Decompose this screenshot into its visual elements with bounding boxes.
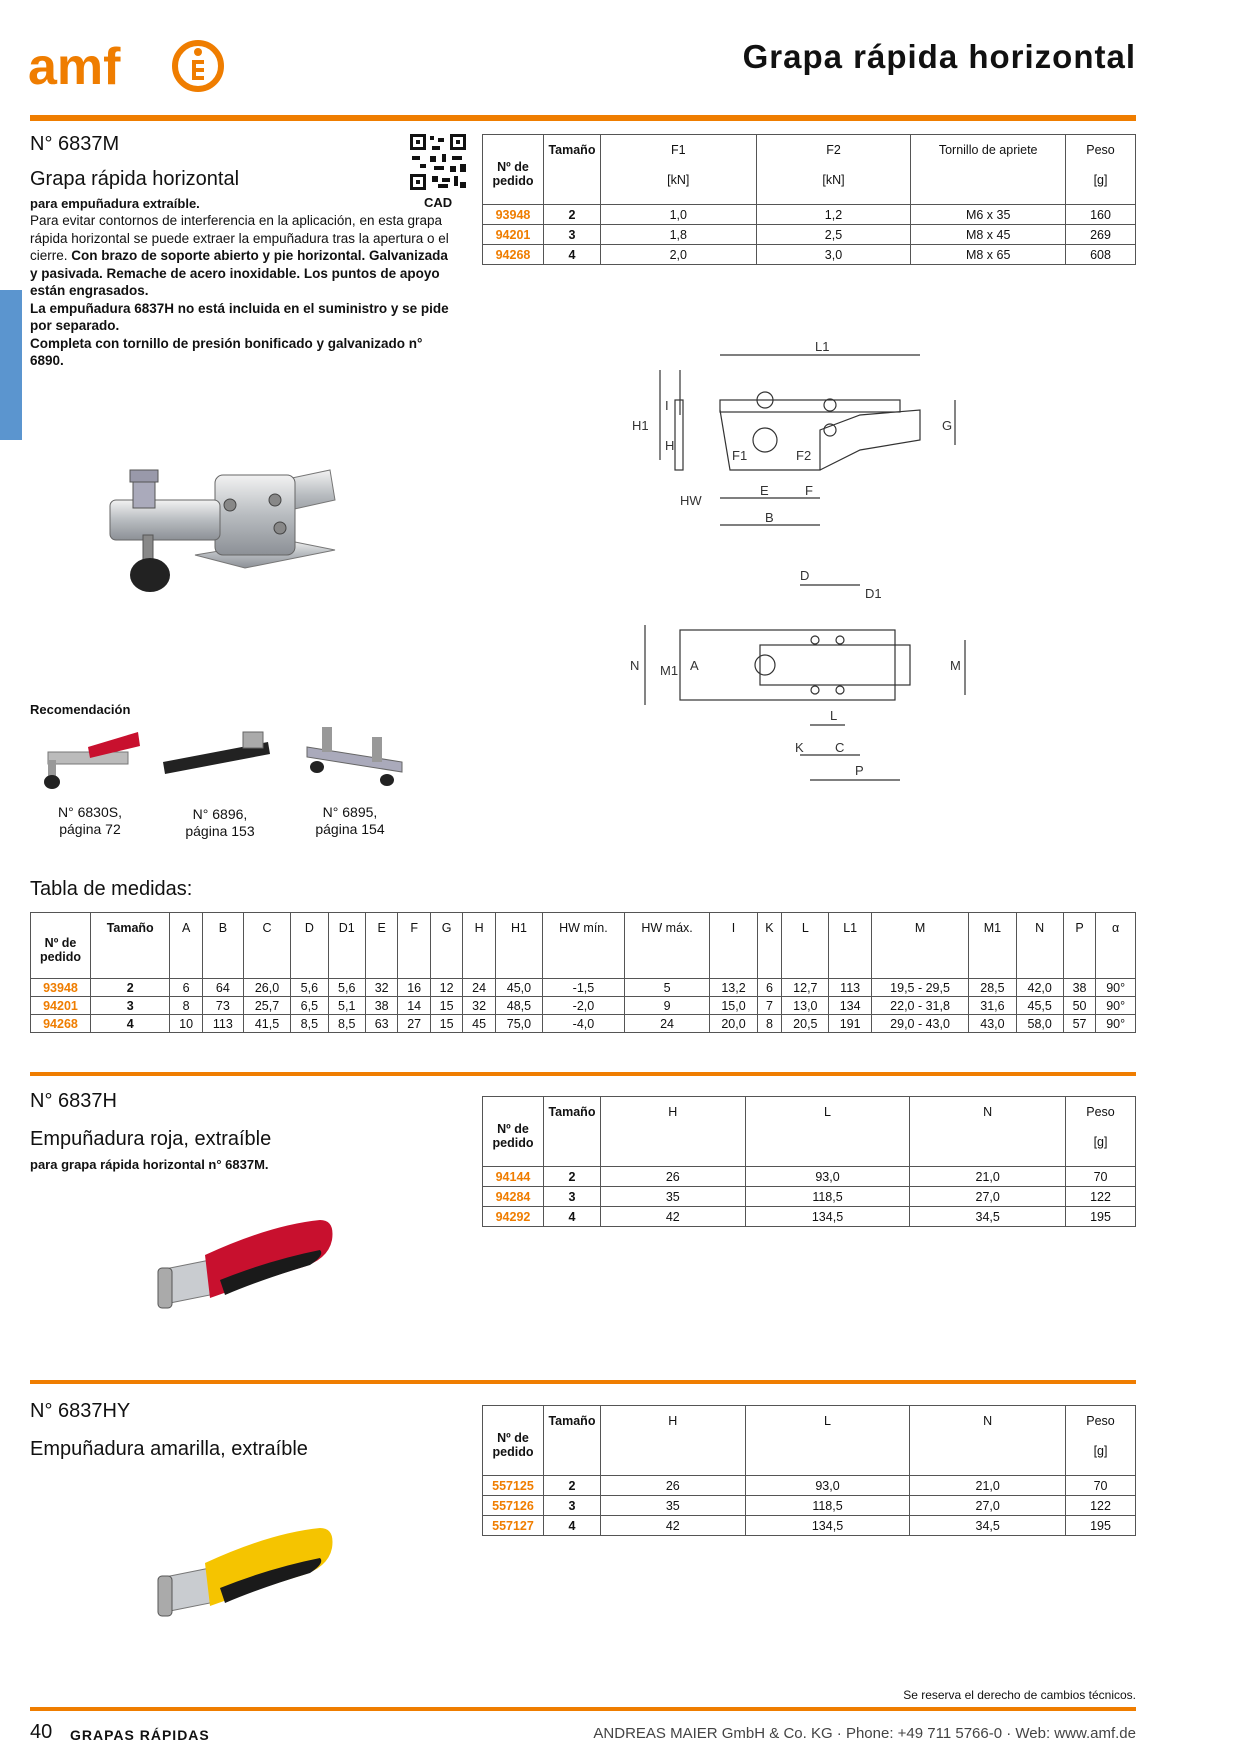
cell: 57: [1063, 1015, 1095, 1033]
cell: 2: [543, 205, 600, 225]
cell: 75,0: [495, 1015, 542, 1033]
table-row: [483, 1207, 1136, 1227]
cell: 34,5: [910, 1516, 1066, 1536]
section2-subtitle: para grapa rápida horizontal n° 6837M.: [30, 1157, 269, 1172]
dim-col-header: HW mín.: [543, 913, 625, 979]
section1-number: N° 6837M: [30, 133, 120, 155]
cell: 113: [829, 979, 871, 997]
cell: 5,1: [328, 997, 365, 1015]
cell: 24: [624, 1015, 710, 1033]
cell: 70: [1066, 1167, 1136, 1187]
order-code-link[interactable]: 94201: [31, 997, 91, 1015]
technical-drawing: [620, 340, 980, 790]
cell: 38: [365, 997, 397, 1015]
description-bold-3: Completa con tornillo de presión bonificado y galvanizado n° 6890.: [30, 335, 423, 368]
cell: M8 x 45: [911, 225, 1066, 245]
qr-code-icon[interactable]: [408, 132, 468, 192]
dim-col-header: A: [170, 913, 202, 979]
section3-title: Empuñadura amarilla, extraíble: [30, 1438, 308, 1460]
recommendation-caption-1: N° 6830S, página 72: [58, 804, 122, 837]
label-K: K: [795, 740, 804, 755]
dim-col-header: D1: [328, 913, 365, 979]
cell: 122: [1066, 1496, 1136, 1516]
cell: 15: [430, 997, 462, 1015]
dim-col-header: E: [365, 913, 397, 979]
clamp-product-image: [95, 460, 355, 620]
table-row: [483, 1167, 1136, 1187]
cell: 13,2: [710, 979, 757, 997]
cell: 45,5: [1016, 997, 1063, 1015]
order-code-link[interactable]: 93948: [31, 979, 91, 997]
section3-rule: [30, 1380, 1136, 1384]
cell: 1,8: [600, 225, 756, 245]
cell: 26: [600, 1167, 745, 1187]
cell: 38: [1063, 979, 1095, 997]
cell: 191: [829, 1015, 871, 1033]
cell: 15: [430, 1015, 462, 1033]
cell: 27,0: [910, 1496, 1066, 1516]
cell: 64: [202, 979, 243, 997]
order-code-link[interactable]: 557126: [483, 1496, 544, 1516]
cell: 12: [430, 979, 462, 997]
cell: 10: [170, 1015, 202, 1033]
table-row: [483, 245, 1136, 265]
cell: 41,5: [243, 1015, 290, 1033]
section2-number: N° 6837H: [30, 1090, 117, 1112]
dim-col-header: HW máx.: [624, 913, 710, 979]
cell: 45: [463, 1015, 495, 1033]
cell: -1,5: [543, 979, 625, 997]
col-order: Nº de pedido: [483, 1406, 544, 1476]
order-code-link[interactable]: 94268: [31, 1015, 91, 1033]
cell: 35: [600, 1496, 745, 1516]
cell: 20,5: [782, 1015, 829, 1033]
cell: 3: [543, 225, 600, 245]
cell: 42: [600, 1516, 745, 1536]
recommendation-item-6895[interactable]: [302, 722, 412, 792]
col-l: L: [745, 1097, 910, 1167]
section1-subtitle: para empuñadura extraíble.: [30, 196, 200, 211]
cell: 42: [600, 1207, 745, 1227]
col-h: H: [600, 1406, 745, 1476]
section1-order-table: [482, 134, 1136, 265]
dim-col-header: P: [1063, 913, 1095, 979]
cad-label: CAD: [424, 195, 453, 210]
cell: 19,5 - 29,5: [871, 979, 968, 997]
amf-logo: [28, 38, 224, 94]
col-n: N: [910, 1097, 1066, 1167]
order-code-link[interactable]: 557127: [483, 1516, 544, 1536]
cell: 35: [600, 1187, 745, 1207]
cell: 7: [757, 997, 782, 1015]
recommendation-caption-2: N° 6896, página 153: [185, 806, 255, 839]
label-L1: L1: [815, 340, 830, 354]
table-row: [483, 1476, 1136, 1496]
cell: 31,6: [969, 997, 1016, 1015]
cell: 15,0: [710, 997, 757, 1015]
cell: 6: [170, 979, 202, 997]
dim-col-header: L: [782, 913, 829, 979]
cell: 12,7: [782, 979, 829, 997]
dim-col-header: M: [871, 913, 968, 979]
cell: 3,0: [756, 245, 911, 265]
cell: 43,0: [969, 1015, 1016, 1033]
cell: 1,2: [756, 205, 911, 225]
cell: 34,5: [910, 1207, 1066, 1227]
dim-col-header: H: [463, 913, 495, 979]
cell: 42,0: [1016, 979, 1063, 997]
label-F: F: [805, 483, 813, 498]
cell: 195: [1066, 1207, 1136, 1227]
dim-col-header: D: [291, 913, 328, 979]
side-tab: [0, 290, 22, 440]
cell: 2: [543, 1167, 600, 1187]
dim-col-header: K: [757, 913, 782, 979]
cell: 608: [1066, 245, 1136, 265]
label-M1: M1: [660, 663, 679, 678]
cell: 14: [398, 997, 430, 1015]
cell: 134: [829, 997, 871, 1015]
dim-col-header: G: [430, 913, 462, 979]
col-l: L: [745, 1406, 910, 1476]
label-F1: F1: [732, 448, 748, 463]
cell: -4,0: [543, 1015, 625, 1033]
cell: 26: [600, 1476, 745, 1496]
recommendation-caption-3: N° 6895, página 154: [315, 804, 385, 837]
cell: 4: [543, 245, 600, 265]
label-HW: HW: [680, 493, 702, 508]
cell: 73: [202, 997, 243, 1015]
cell: 2,5: [756, 225, 911, 245]
cell: 118,5: [745, 1496, 910, 1516]
footer-company: ANDREAS MAIER GmbH & Co. KG · Phone: +49 711 5766-0 · Web: www.amf.de: [593, 1725, 1136, 1742]
table-row: [483, 1187, 1136, 1207]
cell: 32: [365, 979, 397, 997]
dim-col-header: N: [1016, 913, 1063, 979]
cell: 3: [91, 997, 170, 1015]
red-grip-image: [150, 1210, 340, 1320]
dim-col-header: B: [202, 913, 243, 979]
dim-col-header: I: [710, 913, 757, 979]
cell: 22,0 - 31,8: [871, 997, 968, 1015]
cell: 93,0: [745, 1476, 910, 1496]
section1-title: Grapa rápida horizontal: [30, 168, 240, 190]
section2-rule: [30, 1072, 1136, 1076]
cell: 4: [543, 1207, 600, 1227]
logo-text: amf: [28, 38, 121, 94]
order-code-link[interactable]: 93948: [483, 205, 544, 225]
order-code-link[interactable]: 94268: [483, 245, 544, 265]
disclaimer: Se reserva el derecho de cambios técnicos.: [903, 1688, 1136, 1702]
recommendation-item-6896[interactable]: [158, 722, 273, 792]
cell: 45,0: [495, 979, 542, 997]
cell: 58,0: [1016, 1015, 1063, 1033]
label-F2: F2: [796, 448, 812, 463]
cell: 48,5: [495, 997, 542, 1015]
cell: M8 x 65: [911, 245, 1066, 265]
cell: 70: [1066, 1476, 1136, 1496]
dimensions-title: Tabla de medidas:: [30, 878, 193, 900]
cell: 8,5: [291, 1015, 328, 1033]
cell: 8,5: [328, 1015, 365, 1033]
cell: 63: [365, 1015, 397, 1033]
cell: 122: [1066, 1187, 1136, 1207]
cell: 160: [1066, 205, 1136, 225]
cell: 16: [398, 979, 430, 997]
col-weight: Peso [g]: [1066, 1097, 1136, 1167]
order-code-link[interactable]: 557125: [483, 1476, 544, 1496]
dim-col-header: α: [1096, 913, 1136, 979]
cell: 90°: [1096, 979, 1136, 997]
cell: 269: [1066, 225, 1136, 245]
dim-col-header: F: [398, 913, 430, 979]
recommendation-label: Recomendación: [30, 702, 131, 717]
footer-section-name: GRAPAS RÁPIDAS: [70, 1727, 210, 1743]
order-code-link[interactable]: 94284: [483, 1187, 544, 1207]
footer-rule: [30, 1707, 1136, 1711]
label-I: I: [665, 398, 669, 413]
label-L: L: [830, 708, 838, 723]
header-rule: [30, 115, 1136, 121]
cell: 4: [543, 1516, 600, 1536]
page-title: Grapa rápida horizontal: [742, 38, 1136, 75]
table-row: [483, 205, 1136, 225]
cell: 32: [463, 997, 495, 1015]
cell: -2,0: [543, 997, 625, 1015]
cell: 5,6: [328, 979, 365, 997]
cell: 113: [202, 1015, 243, 1033]
table-row: [31, 1015, 1136, 1033]
dim-col-header: M1: [969, 913, 1016, 979]
cell: 50: [1063, 997, 1095, 1015]
cell: 134,5: [745, 1516, 910, 1536]
col-order: Nº de pedido: [483, 135, 544, 205]
cell: 90°: [1096, 1015, 1136, 1033]
table-row: [31, 979, 1136, 997]
label-D1: D1: [865, 586, 882, 601]
yellow-grip-image: [150, 1518, 340, 1628]
cell: 26,0: [243, 979, 290, 997]
cell: 27,0: [910, 1187, 1066, 1207]
cell: 8: [757, 1015, 782, 1033]
footer-page-number: 40: [30, 1721, 53, 1743]
cell: 25,7: [243, 997, 290, 1015]
dimensions-table: [30, 912, 1136, 1033]
col-f2: F2 [kN]: [756, 135, 911, 205]
col-screw: Tornillo de apriete: [911, 135, 1066, 205]
label-H: H: [665, 438, 675, 453]
cell: 2: [543, 1476, 600, 1496]
section1-description: [30, 212, 450, 370]
cell: 6,5: [291, 997, 328, 1015]
label-B: B: [765, 510, 774, 525]
label-M: M: [950, 658, 961, 673]
cell: 3: [543, 1496, 600, 1516]
cell: 5: [624, 979, 710, 997]
cell: 24: [463, 979, 495, 997]
section3-number: N° 6837HY: [30, 1400, 131, 1422]
section2-title: Empuñadura roja, extraíble: [30, 1128, 272, 1150]
dim-col-header: Tamaño: [91, 913, 170, 979]
recommendation-item-6830s[interactable]: [28, 722, 143, 792]
table-row: [483, 225, 1136, 245]
table-row: [483, 1496, 1136, 1516]
dim-col-header: L1: [829, 913, 871, 979]
cell: 20,0: [710, 1015, 757, 1033]
order-code-link[interactable]: 94201: [483, 225, 544, 245]
cell: 28,5: [969, 979, 1016, 997]
cell: 3: [543, 1187, 600, 1207]
col-size: Tamaño: [543, 135, 600, 205]
section3-order-table: [482, 1405, 1136, 1536]
cell: 5,6: [291, 979, 328, 997]
cell: 9: [624, 997, 710, 1015]
cell: 13,0: [782, 997, 829, 1015]
cell: 8: [170, 997, 202, 1015]
order-code-link[interactable]: 94292: [483, 1207, 544, 1227]
label-P: P: [855, 763, 864, 778]
cell: 4: [91, 1015, 170, 1033]
cell: 27: [398, 1015, 430, 1033]
cell: 21,0: [910, 1476, 1066, 1496]
label-N: N: [630, 658, 640, 673]
cell: M6 x 35: [911, 205, 1066, 225]
cell: 90°: [1096, 997, 1136, 1015]
dim-col-header: C: [243, 913, 290, 979]
col-order: Nº de pedido: [483, 1097, 544, 1167]
description-regular: Para evitar contornos de interferencia en la aplicación, en esta grapa rápida horizontal se puede extraer la empuñadura tras la apertura o el cierre.: [30, 213, 449, 263]
col-size: Tamaño: [543, 1097, 600, 1167]
description-bold-1: Con brazo de soporte abierto y pie horizontal. Galvanizada y pasivada. Remache de acero inoxidable. Los puntos de apoyo están engrasados.: [30, 248, 448, 298]
cell: 6: [757, 979, 782, 997]
dim-col-header: H1: [495, 913, 542, 979]
cell: 21,0: [910, 1167, 1066, 1187]
cell: 93,0: [745, 1167, 910, 1187]
order-code-link[interactable]: 94144: [483, 1167, 544, 1187]
table-row: [483, 1516, 1136, 1536]
label-H1: H1: [632, 418, 649, 433]
section2-order-table: [482, 1096, 1136, 1227]
cell: 2,0: [600, 245, 756, 265]
col-h: H: [600, 1097, 745, 1167]
label-A: A: [690, 658, 699, 673]
col-size: Tamaño: [543, 1406, 600, 1476]
cell: 29,0 - 43,0: [871, 1015, 968, 1033]
label-G: G: [942, 418, 953, 433]
table-row: [31, 997, 1136, 1015]
col-order: Nº de pedido: [31, 913, 91, 979]
cell: 1,0: [600, 205, 756, 225]
label-D: D: [800, 568, 810, 583]
cell: 2: [91, 979, 170, 997]
cell: 118,5: [745, 1187, 910, 1207]
label-E: E: [760, 483, 769, 498]
label-C: C: [835, 740, 845, 755]
cell: 195: [1066, 1516, 1136, 1536]
col-weight: Peso [g]: [1066, 135, 1136, 205]
col-f1: F1 [kN]: [600, 135, 756, 205]
col-weight: Peso [g]: [1066, 1406, 1136, 1476]
description-bold-2: La empuñadura 6837H no está incluida en el suministro y se pide por separado.: [30, 300, 449, 333]
col-n: N: [910, 1406, 1066, 1476]
cell: 134,5: [745, 1207, 910, 1227]
